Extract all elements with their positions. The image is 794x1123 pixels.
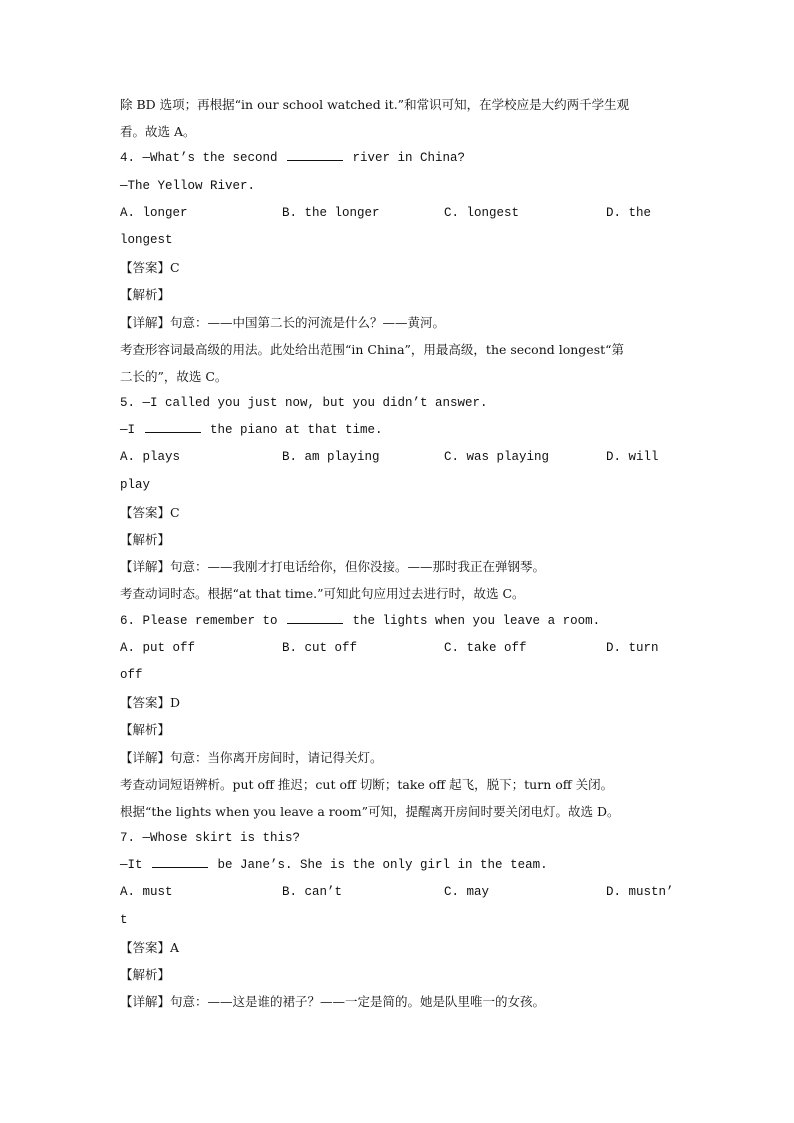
q5-reply [120, 417, 680, 444]
q4-reply: —The Yellow River. [120, 178, 256, 193]
intro-line-1: 除 BD 选项；再根据“in our school watched it.”和常识可知，在学校应是大约两千学生观 [120, 97, 630, 112]
q6-analysis: 【解析】 [120, 722, 171, 738]
q6-blank [287, 611, 343, 624]
q5-stem: 5. —I called you just now, but you didn’t answer. [120, 396, 488, 411]
q5-detail: 【详解】句意：——我刚才打电话给你，但你没接。——那时我正在弹钢琴。 [120, 559, 546, 575]
q4-option-wrap: longest [120, 232, 173, 247]
q5-answer: 【答案】C [120, 504, 180, 520]
q7-option-a: A. must [120, 885, 173, 900]
q4-option-c: C. longest [444, 205, 520, 220]
q4-answer: 【答案】C [120, 260, 180, 276]
q7-reply-end: be Jane’s. She is the only girl in the team. [210, 858, 548, 873]
q4-explain-1: 考查形容词最高级的用法。此处给出范围“in China”，用最高级，the second longest“第 [120, 341, 625, 357]
q5-reply-end: the piano at that time. [202, 423, 383, 438]
q6-stem-start: 6. Please remember to [120, 613, 286, 628]
q4-options [120, 200, 680, 227]
document-page [120, 91, 680, 1015]
q6-detail: 【详解】句意：当你离开房间时，请记得关灯。 [120, 749, 383, 765]
q6-explain-1: 考查动词短语辨析。put off 推迟；cut off 切断；take off 起飞，脱下；turn off 关闭。 [120, 776, 614, 792]
q7-detail: 【详解】句意：——这是谁的裙子？——一定是简的。她是队里唯一的女孩。 [120, 994, 546, 1010]
q5-explain-1: 考查动词时态。根据“at that time.”可知此句应用过去进行时，故选 C。 [120, 586, 525, 602]
q7-answer: 【答案】A [120, 939, 180, 955]
q4-stem-start: 4. —What’s the second [120, 151, 286, 166]
q6-options [120, 635, 680, 662]
q5-analysis: 【解析】 [120, 532, 171, 547]
q4-blank [287, 148, 343, 161]
q5-option-wrap: play [120, 477, 151, 492]
q7-option-c: C. may [444, 885, 490, 900]
q6-explain-2: 根据“the lights when you leave a room”可知，提醒离开房间时要关闭电灯。故选 D。 [120, 803, 620, 819]
q6-option-c: C. take off [444, 640, 527, 655]
q5-blank [145, 420, 201, 433]
q7-option-d: D. mustn’ [606, 885, 674, 900]
q7-blank [152, 855, 208, 868]
q5-option-b: B. am playing [282, 450, 380, 465]
q4-option-d: D. the [606, 205, 652, 220]
q4-stem [120, 145, 680, 172]
q6-option-a: A. put off [120, 640, 196, 655]
q5-reply-start: —I [120, 423, 143, 438]
q5-option-a: A. plays [120, 450, 181, 465]
q6-option-b: B. cut off [282, 640, 358, 655]
q4-option-a: A. longer [120, 205, 188, 220]
q7-option-b: B. can’t [282, 885, 343, 900]
q7-reply [120, 852, 680, 879]
q4-detail: 【详解】句意：——中国第二长的河流是什么？——黄河。 [120, 314, 446, 330]
q6-stem-end: the lights when you leave a room. [345, 613, 601, 628]
q7-option-wrap: t [120, 912, 128, 927]
q4-explain-2: 二长的”，故选 C。 [120, 368, 228, 384]
q6-option-wrap: off [120, 667, 143, 682]
q4-stem-end: river in China? [345, 151, 466, 166]
q7-stem: 7. —Whose skirt is this? [120, 831, 301, 846]
q5-options [120, 444, 680, 471]
intro-line-2: 看。故选 A。 [120, 124, 196, 140]
q7-reply-start: —It [120, 858, 151, 873]
q7-analysis: 【解析】 [120, 967, 171, 982]
q6-option-d: D. turn [606, 640, 659, 655]
q7-options [120, 879, 680, 906]
q6-stem [120, 608, 680, 635]
q4-option-b: B. the longer [282, 205, 380, 220]
q4-analysis: 【解析】 [120, 287, 171, 303]
q6-answer: 【答案】D [120, 695, 181, 711]
q5-option-d: D. will [606, 450, 659, 465]
q5-option-c: C. was playing [444, 450, 550, 465]
